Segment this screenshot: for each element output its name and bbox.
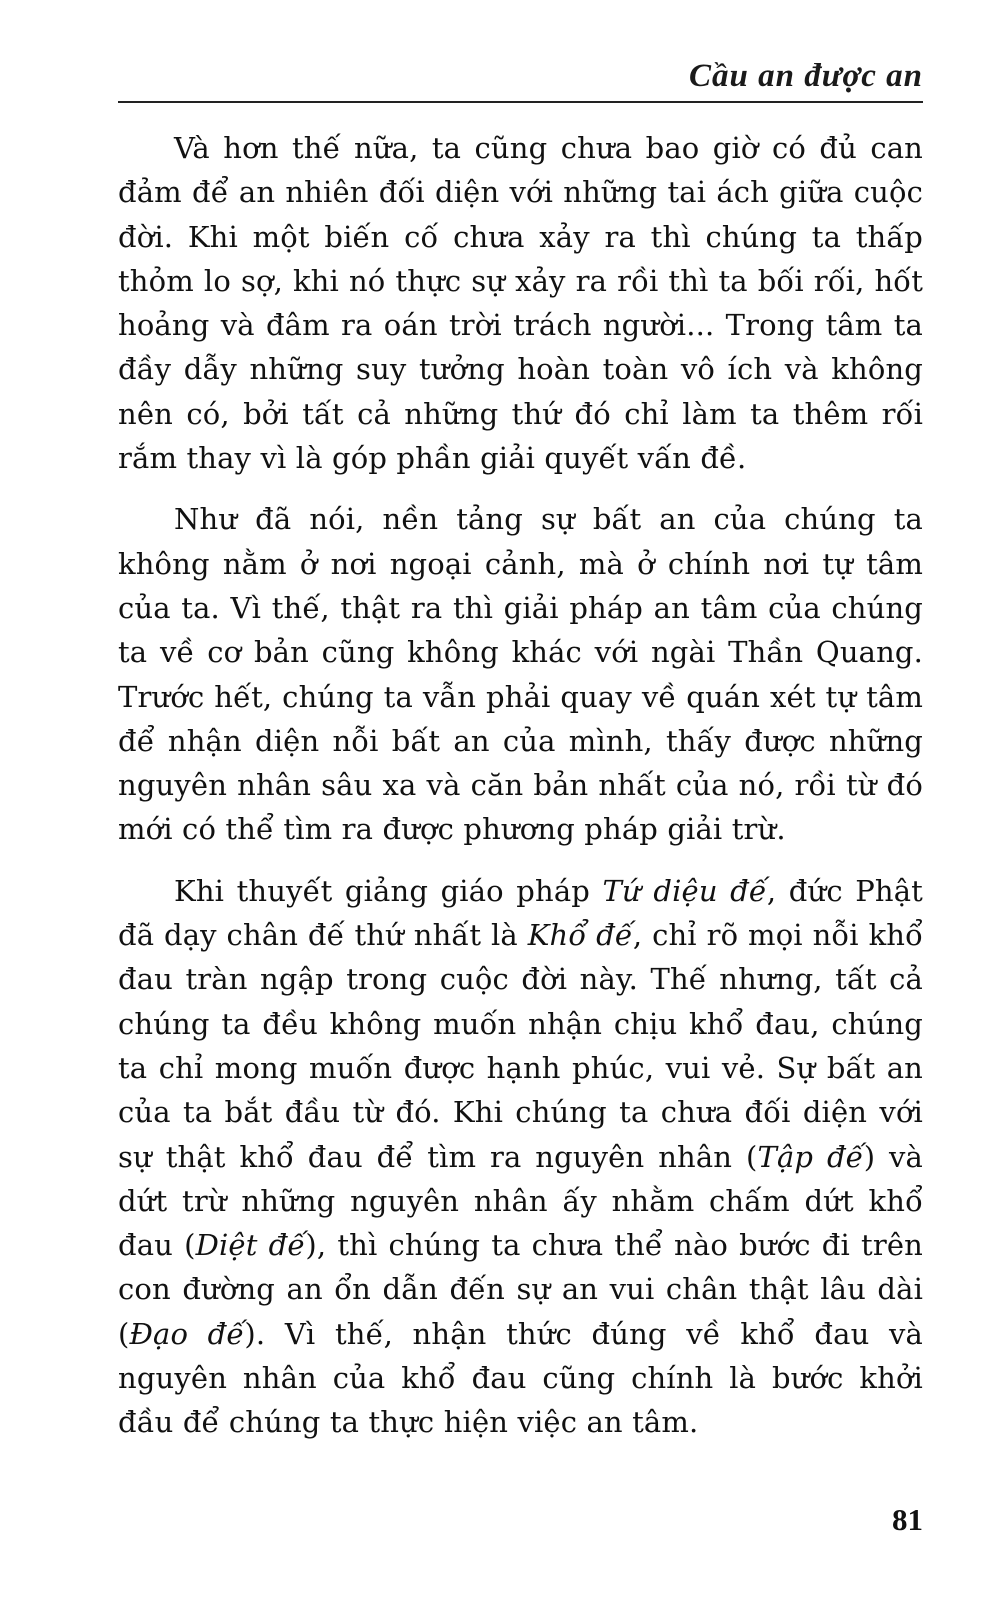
- paragraph-text: Khi thuyết giảng giáo pháp: [174, 873, 603, 908]
- paragraph-3: [118, 869, 923, 1445]
- term-kho-de: Khổ đế: [527, 918, 633, 953]
- paragraph-text: ) và dứt trừ những nguyên nhân ấy nhằm chấm dứt khổ đau (: [118, 1139, 923, 1263]
- page-body: [118, 126, 923, 1462]
- term-diet-de: Diệt đế: [195, 1228, 306, 1263]
- term-tu-dieu-de: Tứ diệu đế: [602, 873, 767, 908]
- paragraph-1: [118, 126, 923, 480]
- paragraph-text: , đức Phật đã dạy chân đế thứ nhất là: [118, 873, 923, 953]
- paragraph-text: , chỉ rõ mọi nỗi khổ đau tràn ngập trong cuộc đời này. Thế nhưng, tất cả chúng ta đều không muốn nhận chịu khổ đau, chúng ta chỉ mong muốn được hạnh phúc, vui vẻ. Sự bất an của ta bắt đầu từ đó. Khi chúng ta chưa đối diện với sự thật khổ đau để tìm ra nguyên nhân (: [118, 918, 924, 1174]
- term-dao-de: Đạo đế: [129, 1316, 245, 1351]
- term-tap-de: Tập đế: [757, 1139, 864, 1174]
- running-header-title: Cầu an được an: [689, 58, 923, 94]
- paragraph-text: Như đã nói, nền tảng sự bất an của chúng ta không nằm ở nơi ngoại cảnh, mà ở chính nơi tự tâm của ta. Vì thế, thật ra thì giải pháp an tâm của chúng ta về cơ bản cũng không khác với ngài Thần Quang. Trước hết, chúng ta vẫn phải quay về quán xét tự tâm để nhận diện nỗi bất an của mình, thấy được những nguyên nhân sâu xa và căn bản nhất của nó, rồi từ đó mới có thể tìm ra được phương pháp giải trừ.: [118, 502, 923, 847]
- header-divider: [118, 101, 923, 103]
- paragraph-text: Và hơn thế nữa, ta cũng chưa bao giờ có đủ can đảm để an nhiên đối diện với những tai ách giữa cuộc đời. Khi một biến cố chưa xảy ra thì chúng ta thấp thỏm lo sợ, khi nó thực sự xảy ra rồi thì ta bối rối, hốt hoảng và đâm ra oán trời trách người... Trong tâm ta đầy dẫy những suy tưởng hoàn toàn vô ích và không nên có, bởi tất cả những thứ đó chỉ làm ta thêm rối rắm thay vì là góp phần giải quyết vấn đề.: [118, 131, 923, 476]
- paragraph-text: ), thì chúng ta chưa thể nào bước đi trên con đường an ổn dẫn đến sự an vui chân thật lâu dài (: [118, 1228, 923, 1351]
- paragraph-text: ). Vì thế, nhận thức đúng về khổ đau và nguyên nhân của khổ đau cũng chính là bước khởi đầu để chúng ta thực hiện việc an tâm.: [118, 1316, 923, 1440]
- paragraph-2: [118, 497, 923, 851]
- page-number: 81: [892, 1502, 923, 1537]
